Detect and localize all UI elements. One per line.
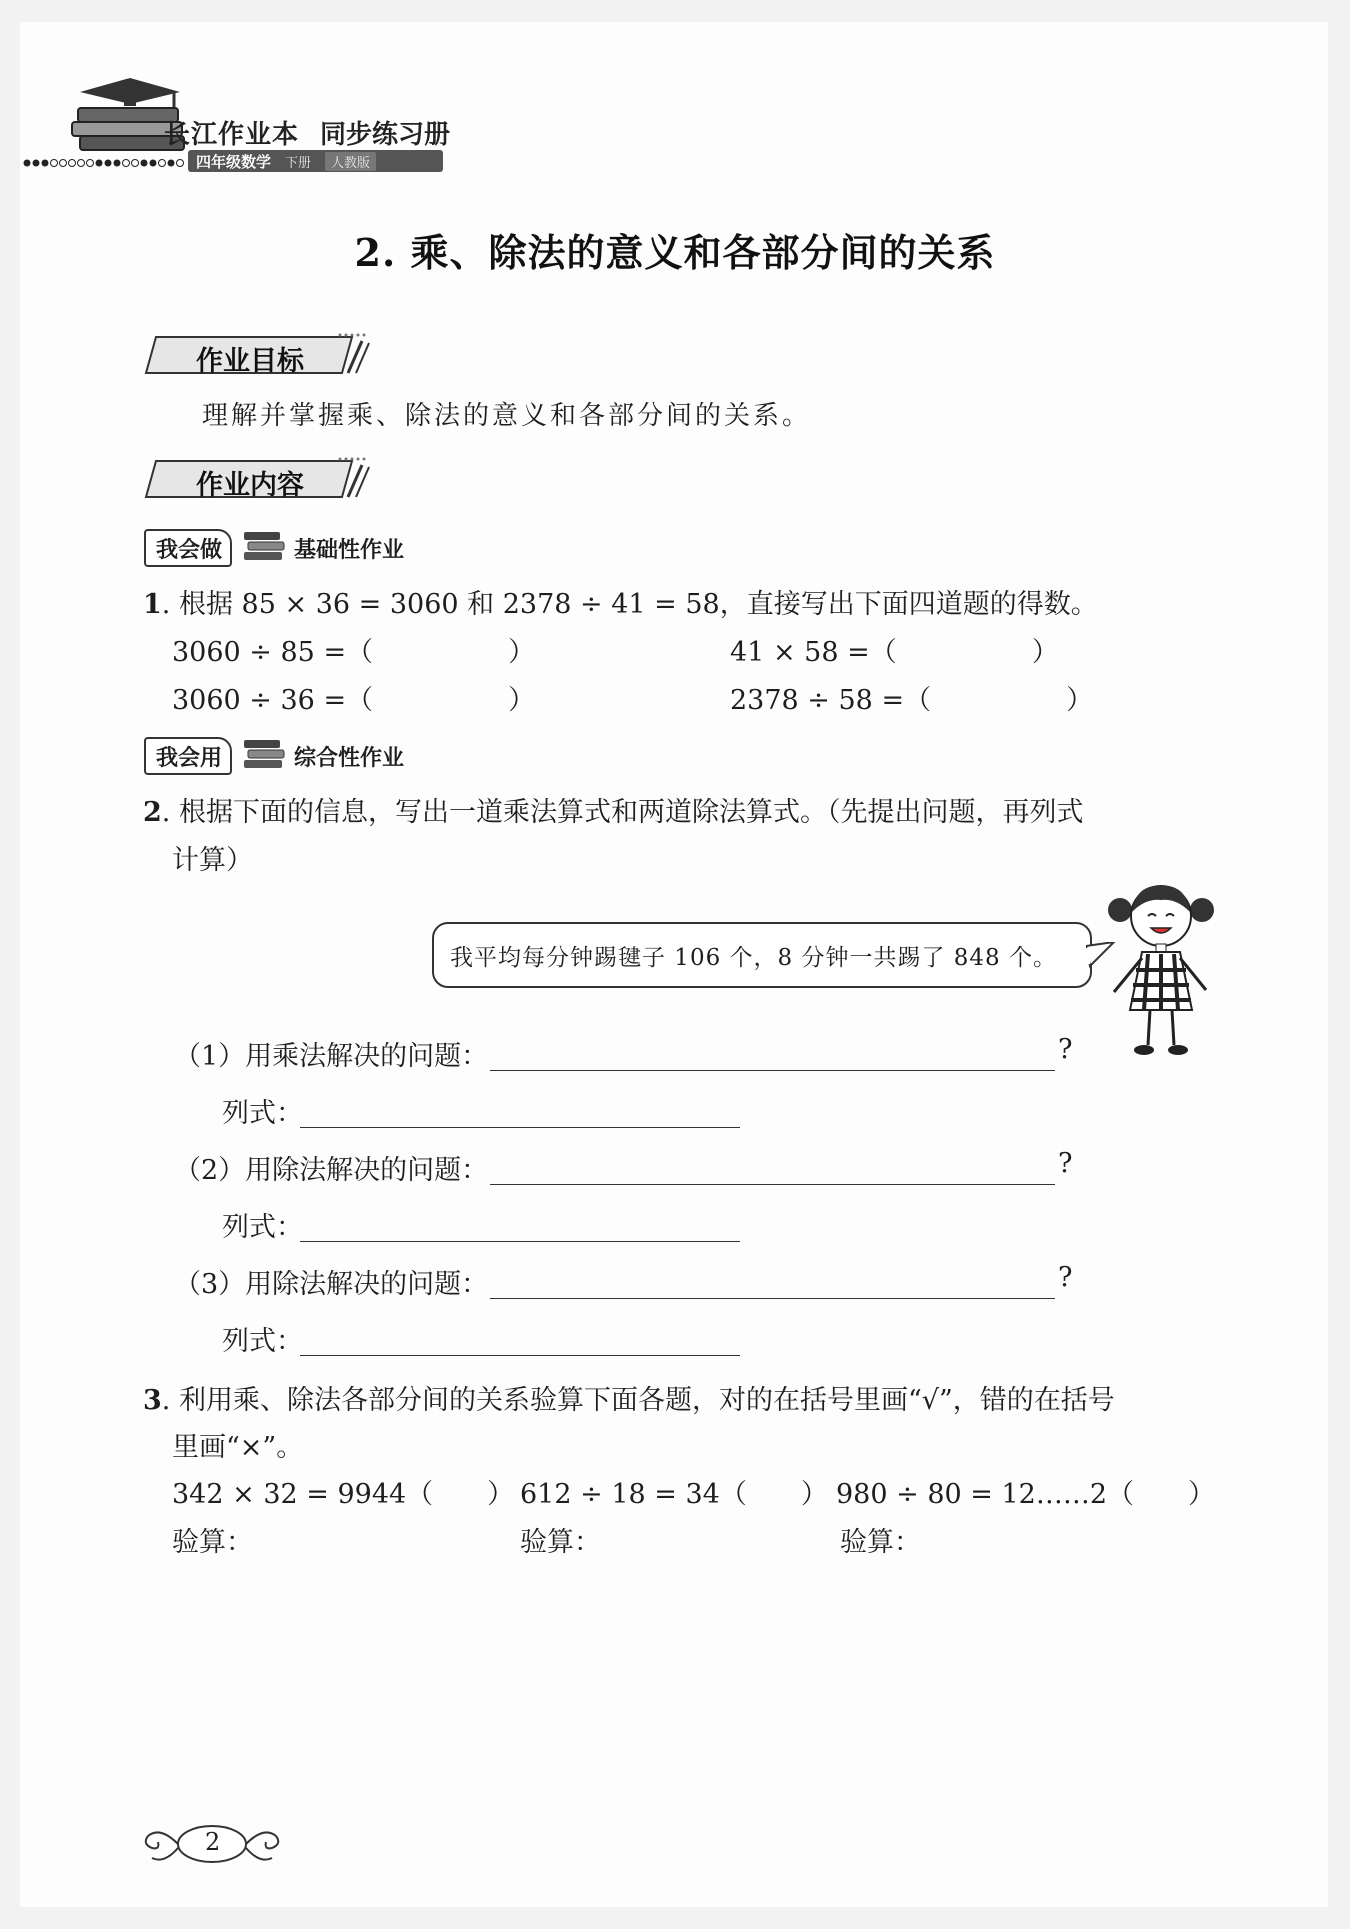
q3-text-line1 xyxy=(143,1378,1115,1417)
q3-text-line2: 里画“×”。 xyxy=(172,1432,304,1463)
q2-part3-formula-line[interactable] xyxy=(300,1355,740,1356)
q3-number: 3 xyxy=(143,1385,162,1416)
q2-part3-qmark: ? xyxy=(1058,1262,1073,1293)
books-icon xyxy=(242,738,286,774)
q1-prompt: . 根据 85 × 36 = 3060 和 2378 ÷ 41 = 58，直接写出下面四道题的得数。 xyxy=(161,589,1098,620)
content-banner xyxy=(140,457,370,501)
girl-illustration xyxy=(1106,880,1216,1065)
series-title: 同步练习册 xyxy=(320,120,451,150)
q2-part3-formula-label: 列式： xyxy=(222,1326,303,1357)
q2-text-line1 xyxy=(143,790,1083,829)
tag-comprehensive-text: 综合性作业 xyxy=(294,745,405,771)
goal-text: 理解并掌握乘、除法的意义和各部分间的关系。 xyxy=(202,401,812,431)
page-number: 2 xyxy=(205,1828,221,1856)
tag-comprehensive xyxy=(144,736,404,776)
q3-check-2: 验算： xyxy=(520,1527,601,1558)
q3-prompt: . 利用乘、除法各部分间的关系验算下面各题，对的在括号里画“√”，错的在括号 xyxy=(161,1385,1115,1416)
q2-part1-answer-line[interactable] xyxy=(490,1070,1055,1071)
q3-check-1: 验算： xyxy=(172,1527,253,1558)
tag-basic-text: 基础性作业 xyxy=(294,537,405,563)
content-banner-label: 作业内容 xyxy=(196,470,304,501)
tag-basic-badge: 我会做 xyxy=(144,529,232,567)
q1-item-1: 3060 ÷ 85 =（ ） xyxy=(172,637,536,668)
q2-part1-label: （1）用乘法解决的问题： xyxy=(174,1041,489,1072)
q1-text xyxy=(143,582,1098,621)
q2-part2-label: （2）用除法解决的问题： xyxy=(174,1155,489,1186)
q3-check-3: 验算： xyxy=(840,1527,921,1558)
goal-banner xyxy=(140,333,370,377)
speech-bubble: 我平均每分钟踢毽子 106 个，8 分钟一共踢了 848 个。 xyxy=(432,922,1092,988)
q3-item-3: 980 ÷ 80 = 12……2（ ） xyxy=(836,1479,1216,1510)
q2-part1-formula-label: 列式： xyxy=(222,1098,303,1129)
goal-banner-label: 作业目标 xyxy=(196,346,304,377)
q2-part1-qmark: ? xyxy=(1058,1034,1073,1065)
page-title: 2. 乘、除法的意义和各部分间的关系 xyxy=(354,230,996,275)
q1-number: 1 xyxy=(143,589,162,620)
q1-item-3: 3060 ÷ 36 =（ ） xyxy=(172,685,536,716)
q2-prompt: . 根据下面的信息，写出一道乘法算式和两道除法算式。（先提出问题，再列式 xyxy=(161,797,1084,828)
q2-text-line2: 计算） xyxy=(172,845,253,876)
q1-item-4: 2378 ÷ 58 =（ ） xyxy=(730,685,1094,716)
grade-bar xyxy=(188,150,443,172)
q2-part3-label: （3）用除法解决的问题： xyxy=(174,1269,489,1300)
q2-part1-formula-line[interactable] xyxy=(300,1127,740,1128)
q2-part2-formula-line[interactable] xyxy=(300,1241,740,1242)
q3-item-2: 612 ÷ 18 = 34（ ） xyxy=(520,1479,828,1510)
q2-part3-answer-line[interactable] xyxy=(490,1298,1055,1299)
q3-item-1: 342 × 32 = 9944（ ） xyxy=(172,1479,515,1510)
q1-item-2: 41 × 58 =（ ） xyxy=(730,637,1059,668)
grade-label: 四年级数学 xyxy=(196,152,272,171)
q2-number: 2 xyxy=(143,797,162,828)
tag-basic xyxy=(144,528,404,568)
q2-part2-qmark: ? xyxy=(1058,1148,1073,1179)
books-icon xyxy=(242,530,286,566)
tag-comprehensive-badge: 我会用 xyxy=(144,737,232,775)
q2-part2-formula-label: 列式： xyxy=(222,1212,303,1243)
brand-title: 长江作业本 xyxy=(164,120,300,150)
volume-label: 下册 xyxy=(285,155,312,171)
dots-decoration xyxy=(22,157,192,169)
q2-part2-answer-line[interactable] xyxy=(490,1184,1055,1185)
edition-label: 人教版 xyxy=(325,152,376,171)
